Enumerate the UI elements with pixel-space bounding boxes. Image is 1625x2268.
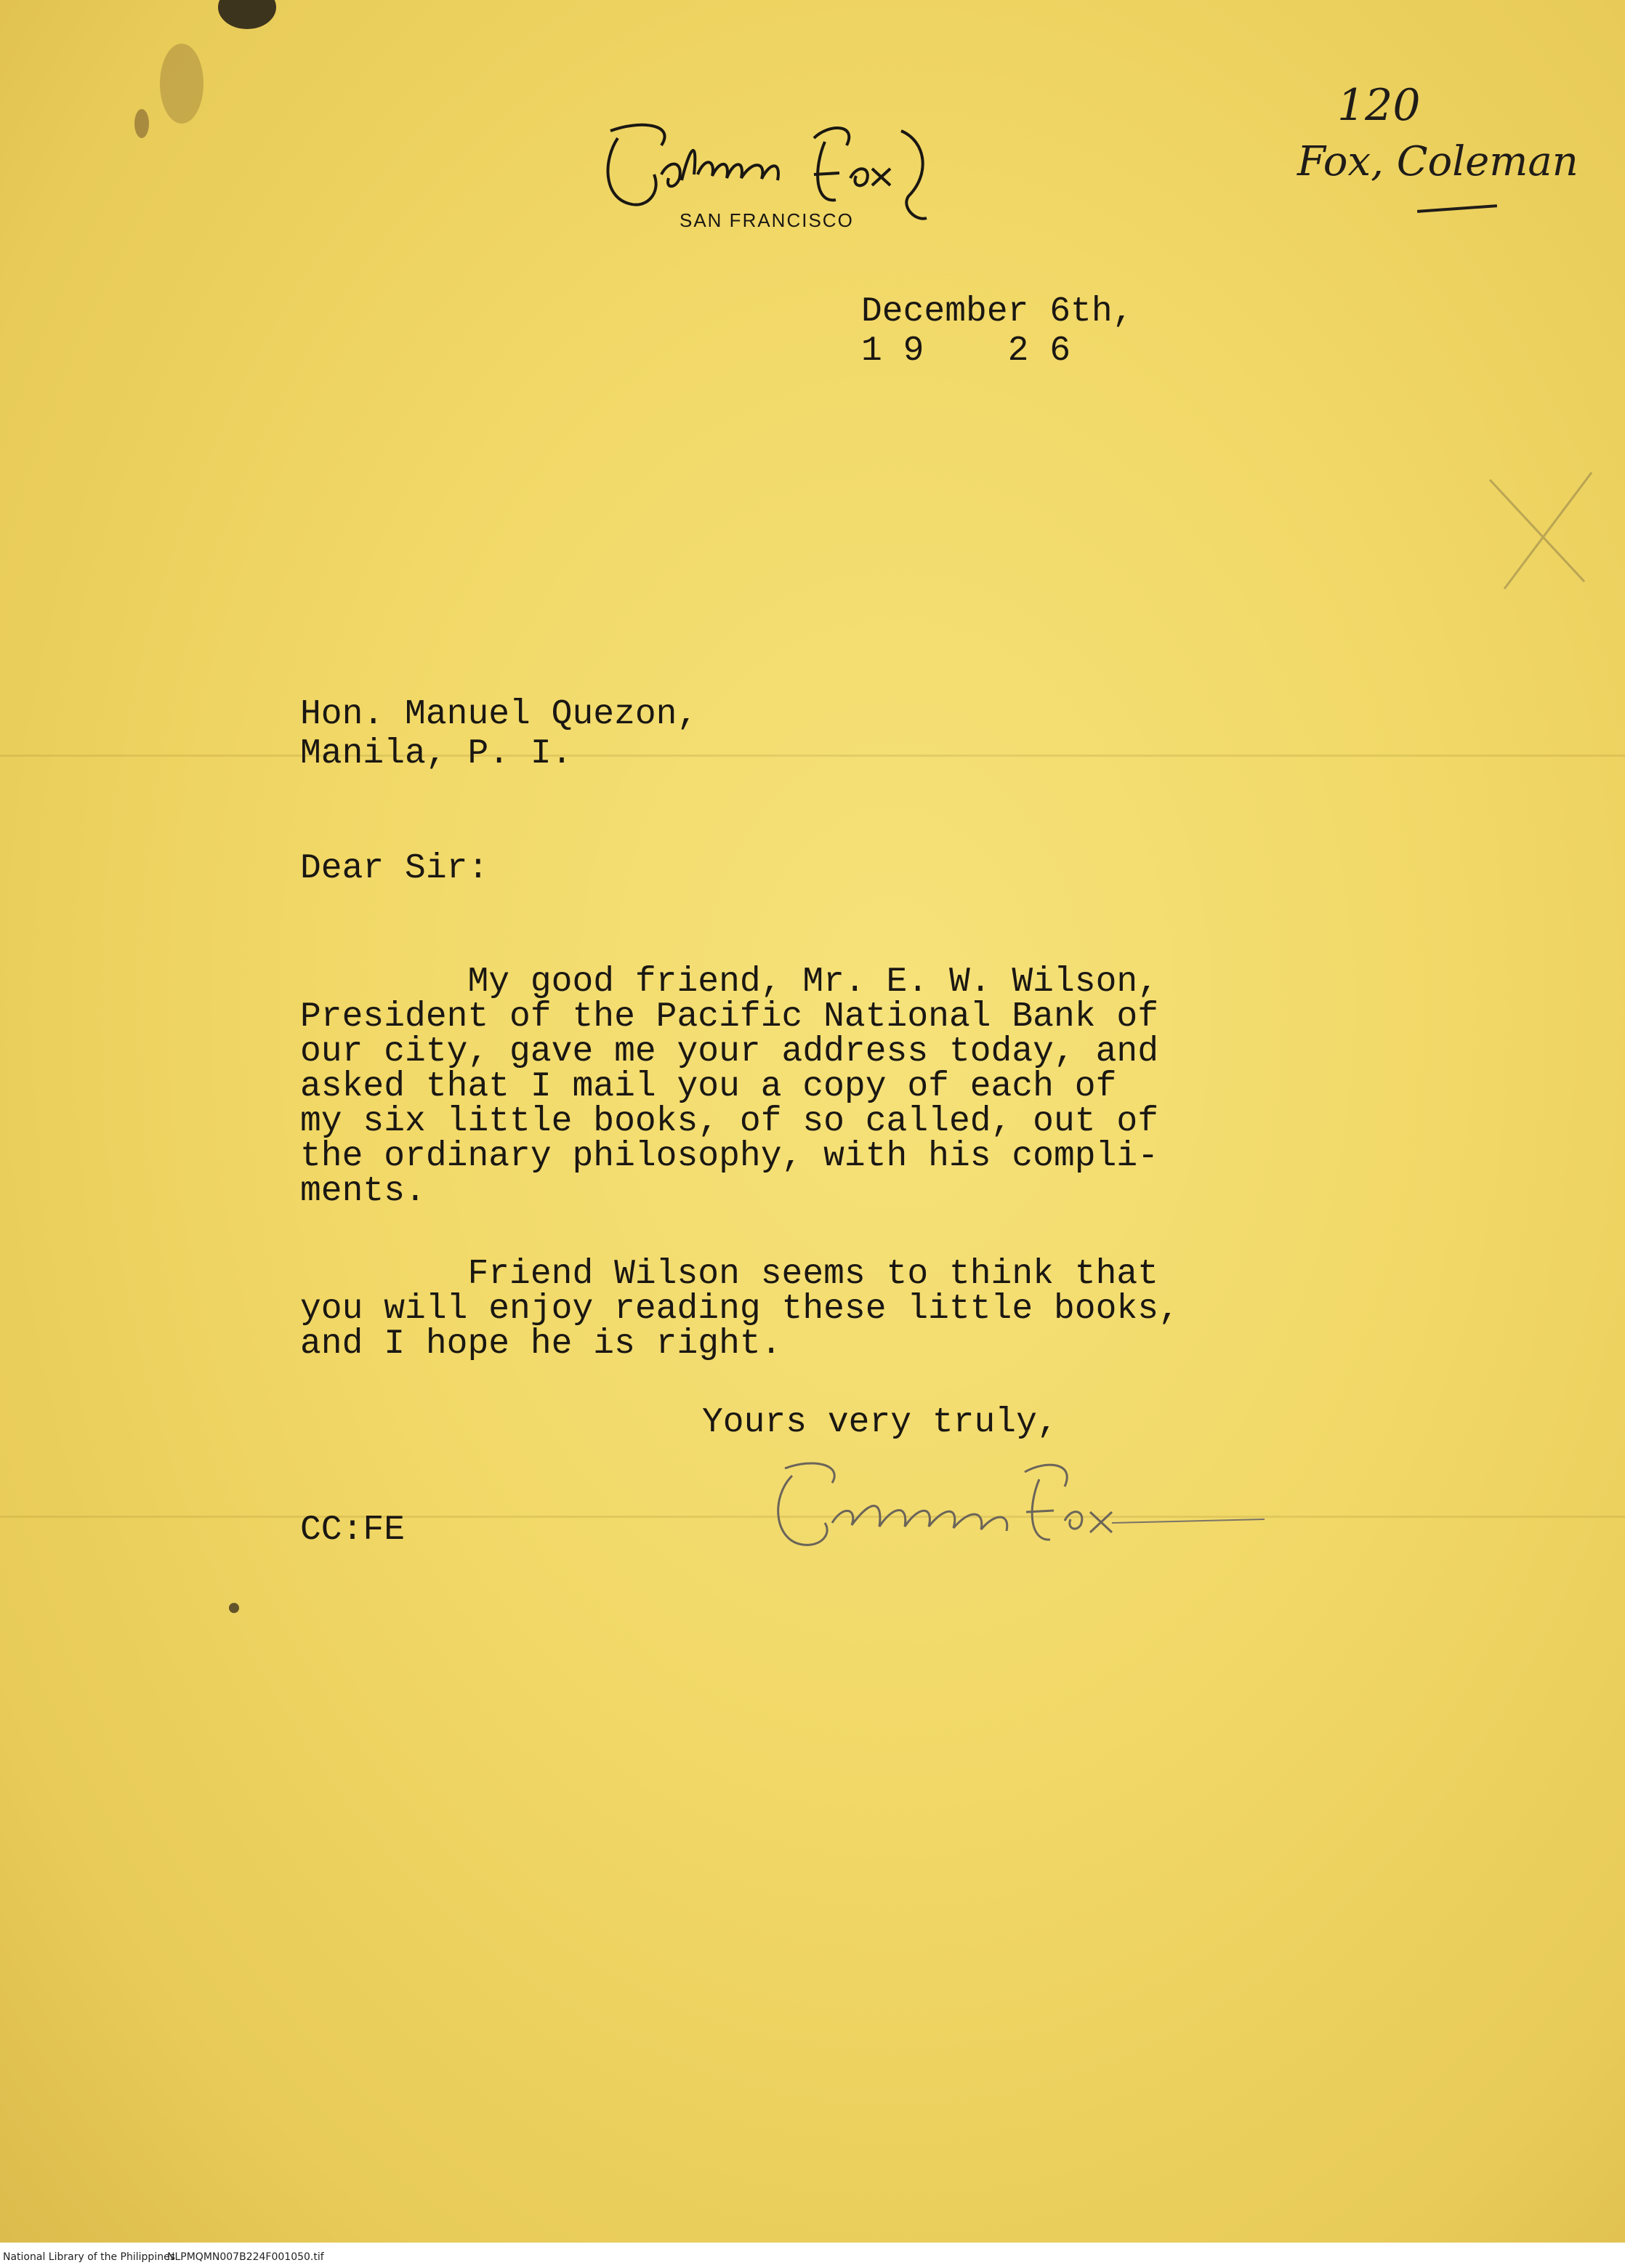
annotation-underline — [1417, 204, 1497, 213]
letterhead-name-text: Coleman Fox — [596, 116, 600, 117]
body-line: the ordinary philosophy, with his compli- — [300, 1137, 1158, 1176]
body-line: and I hope he is right. — [300, 1324, 782, 1364]
signature — [763, 1454, 1272, 1563]
letter-date-line2: 1 9 2 6 — [861, 331, 1071, 371]
recipient-address: Manila, P. I. — [300, 734, 573, 773]
body-line: Friend Wilson seems to think that — [300, 1255, 1158, 1294]
body-line: President of the Pacific National Bank of — [300, 997, 1158, 1037]
pencil-cross-mark — [1483, 465, 1599, 596]
body-line: ments. — [300, 1172, 426, 1211]
body-line: my six little books, of so called, out of — [300, 1102, 1158, 1141]
ink-stain — [134, 109, 149, 138]
archive-filing-name: Fox, Coleman — [1297, 138, 1578, 185]
recipient-name: Hon. Manuel Quezon, — [300, 695, 698, 734]
footer-library: National Library of the Philippines — [3, 2251, 175, 2263]
letterhead-city: SAN FRANCISCO — [680, 209, 854, 231]
salutation: Dear Sir: — [300, 849, 489, 888]
body-line: our city, gave me your address today, and — [300, 1032, 1158, 1071]
closing: Yours very truly, — [702, 1403, 1058, 1442]
ink-stain — [160, 44, 203, 124]
footer-file-id: NLPMQMN007B224F001050.tif — [167, 2251, 324, 2263]
fold-line — [0, 755, 1625, 757]
letter-date-line1: December 6th, — [861, 292, 1134, 331]
body-line: you will enjoy reading these little books, — [300, 1290, 1180, 1329]
archive-number: 120 — [1337, 80, 1421, 131]
ink-stain — [218, 0, 276, 29]
body-line: My good friend, Mr. E. W. Wilson, — [300, 962, 1158, 1002]
ink-stain — [229, 1603, 239, 1613]
body-line: asked that I mail you a copy of each of — [300, 1067, 1117, 1106]
cc-line: CC:FE — [300, 1511, 406, 1550]
